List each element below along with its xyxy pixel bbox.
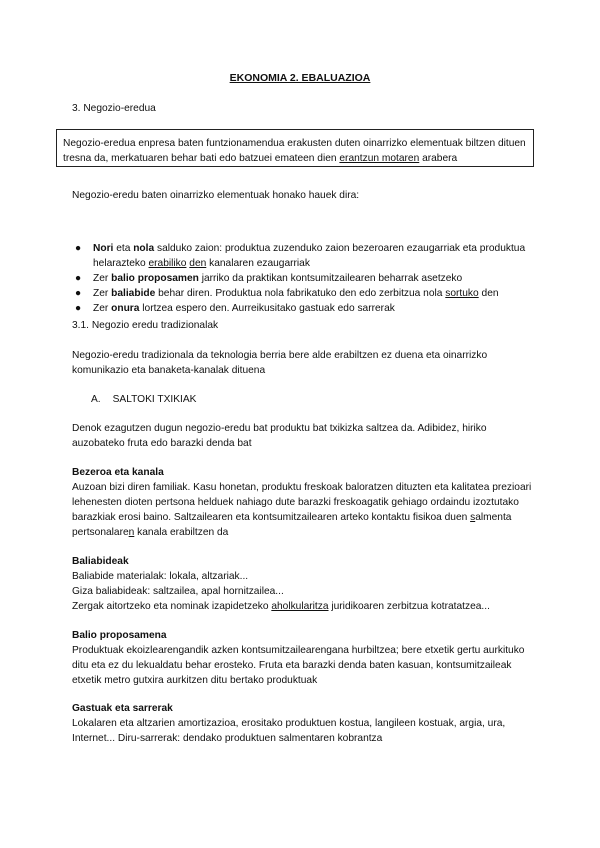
underlined-word: s xyxy=(470,512,476,523)
bullet-icon: ● xyxy=(75,273,82,284)
text: kanalaren ezaugarriak xyxy=(206,258,310,269)
elements-intro: Negozio-eredu baten oinarrizko elementuak honako hauek dira: xyxy=(72,190,360,201)
underlined-word: sortuko xyxy=(445,288,479,299)
paragraph-text: Negozio-eredu tradizionala da teknologia berria bere alde erabiltzen ez duena eta oinarrizko komunikazio eta banaketa-kanalak dituena xyxy=(72,350,488,376)
elements-list xyxy=(72,241,542,316)
list-item xyxy=(72,271,542,286)
text: Auzoan bizi diren familiak. Kasu honetan, produktu freskoak baloratzen dituzten eta kalitatea prezioari lehenesten dioten pertsona helduek nahiago dute barazki freskoagatik gehiago ordaindu izoztutako barazkiak erosi baino. Saltzailearen eta kontsumitzailearen arteko kontaktu fisikoa duen xyxy=(72,482,532,523)
list-item xyxy=(72,241,542,271)
underlined-word: den xyxy=(189,258,207,269)
paragraph-text: Giza baliabideak: saltzailea, apal hornitzailea... xyxy=(72,586,284,597)
definition-text: Negozio-eredua enpresa baten funtzionamendua erakusten duten oinarrizko elementuak biltzen dituen tresna da, merkatuaren behar bati edo batzuei emateen dien xyxy=(63,138,526,164)
text: Zergak aitortzeko eta nominak izapidetzeko xyxy=(72,601,272,612)
text: kanala erabiltzen da xyxy=(134,527,229,538)
bold-term: onura xyxy=(111,303,140,314)
paragraph-text xyxy=(72,480,542,540)
text: eta xyxy=(113,243,134,254)
paragraph-text xyxy=(72,599,542,614)
section-subheading: Baliabideak xyxy=(72,556,129,567)
paragraph-text: Denok ezagutzen dugun negozio-eredu bat produktu bat txikizka saltzea da. Adibidez, hiriko auzobateko fruta edo barazki denda bat xyxy=(72,423,487,449)
section-subheading: Bezeroa eta kanala xyxy=(72,467,164,478)
bold-term: Nori xyxy=(93,243,114,254)
text: Zer xyxy=(93,303,112,314)
text: Zer xyxy=(93,288,112,299)
bold-term: baliabide xyxy=(111,288,156,299)
underlined-word: erabiliko xyxy=(148,258,187,269)
subsection-letter: A. xyxy=(91,394,101,405)
definition-underlined: erantzun motaren xyxy=(339,153,420,164)
bezeroa-section xyxy=(72,465,542,540)
definition-end: arabera xyxy=(419,153,458,164)
paragraph-text: Lokalaren eta altzarien amortizazioa, erositako produktuen kostua, langileen kostuak, argia, ura, Internet... Diru-sarrerak: dendako produktuen salmentaren kobrantza xyxy=(72,718,506,744)
bullet-icon: ● xyxy=(75,243,82,254)
text: salduko zaion: produktua zuzenduko zaion bezeroaren ezaugarriak eta produktua helarazteko xyxy=(93,243,526,269)
page-title: EKONOMIA 2. EBALUAZIOA xyxy=(229,72,371,84)
text: den xyxy=(478,288,499,299)
saltoki-paragraph xyxy=(72,421,542,451)
section-subheading: Gastuak eta sarrerak xyxy=(72,703,173,714)
paragraph-text: Baliabide materialak: lokala, altzariak... xyxy=(72,571,249,582)
gastuak-section xyxy=(72,701,542,746)
subsection-title: SALTOKI TXIKIAK xyxy=(112,394,197,405)
text: behar diren. Produktua nola fabrikatuko den edo zerbitzua nola xyxy=(155,288,446,299)
text: lortzea espero den. Aurreikusitako gastuak edo sarrerak xyxy=(139,303,395,314)
paragraph-text: Produktuak ekoizlearengandik azken kontsumitzailearengana hurbiltzea; bere etxetik gertu aurkituko ditu eta ez du lekualdatu behar erosteko. Fruta eta barazki denda baten kasuan, kontsumitzaileak etxetik metro gutxira aurkitzen ditu bertako produktuak xyxy=(72,645,525,686)
text: almenta pertsonalare xyxy=(72,512,512,538)
text: Zer xyxy=(93,273,112,284)
section-subheading: Balio proposamena xyxy=(72,630,167,641)
bullet-icon: ● xyxy=(75,303,82,314)
bullet-icon: ● xyxy=(75,288,82,299)
traditional-paragraph xyxy=(72,348,542,378)
balio-section xyxy=(72,628,542,688)
section-heading-3-1: 3.1. Negozio eredu tradizionalak xyxy=(72,320,219,331)
definition-box xyxy=(56,129,534,167)
section-heading-3: 3. Negozio-eredua xyxy=(72,103,156,114)
subsection-heading xyxy=(91,392,196,407)
underlined-word: aholkularitza xyxy=(271,601,329,612)
list-item xyxy=(72,286,542,301)
list-item xyxy=(72,301,542,316)
text: jarriko da praktikan kontsumitzailearen beharrak asetzeko xyxy=(198,273,463,284)
bold-term: balio proposamen xyxy=(111,273,199,284)
text: juridikoaren zerbitzua kotratatzea... xyxy=(328,601,490,612)
bold-term: nola xyxy=(133,243,155,254)
baliabideak-section xyxy=(72,554,542,614)
underlined-word: n xyxy=(128,527,135,538)
